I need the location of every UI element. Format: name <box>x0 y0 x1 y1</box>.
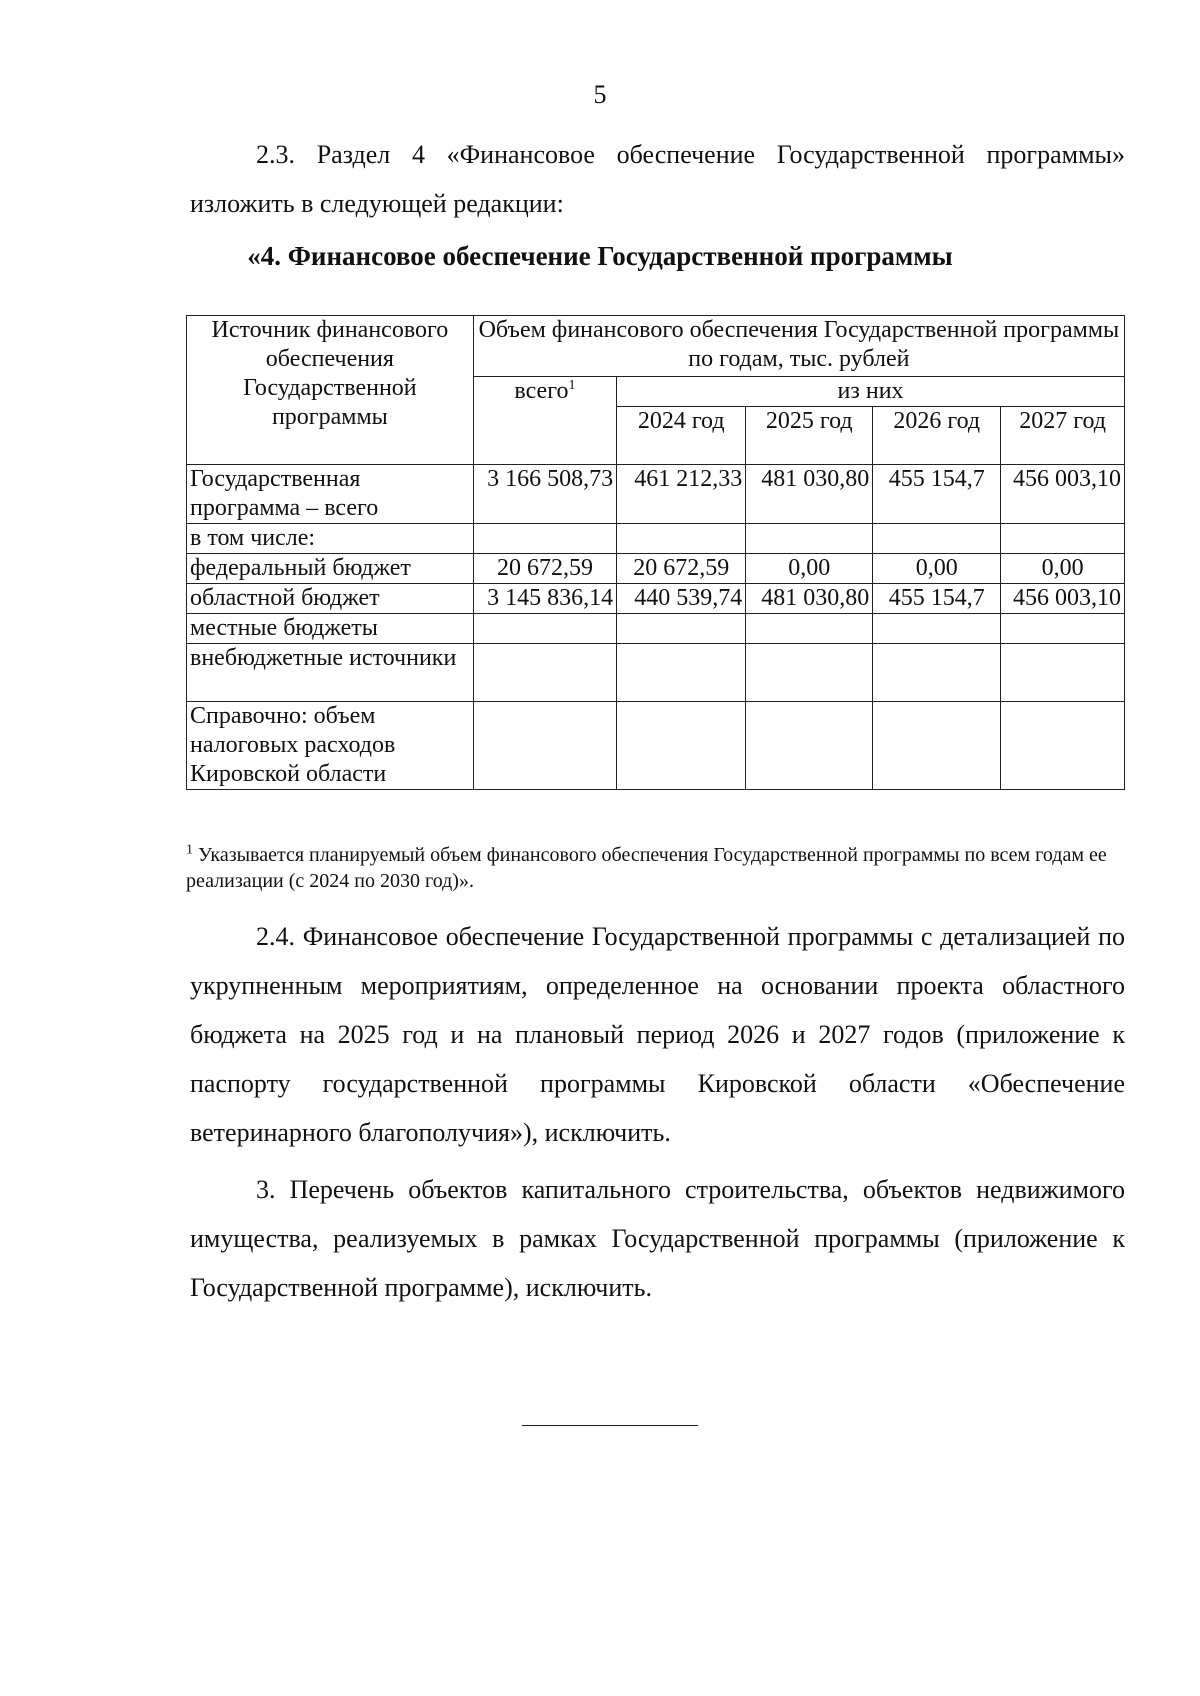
paragraph-2-3: 2.3. Раздел 4 «Финансовое обеспечение Государственной программы» изложить в следующей редакции: <box>190 140 1125 218</box>
cell-2026: 455 154,7 <box>873 465 1001 524</box>
cell-2025 <box>746 702 873 790</box>
cell-total: 20 672,59 <box>473 554 616 584</box>
paragraph-2-4: 2.4. Финансовое обеспечение Государственной программы с детализацией по укрупненным мероприятиям, определенное на основании проекта областного бюджета на 2025 год и на плановый период 2026 и 2027 годов (приложение к паспорту государственной программы Кировской области «Обеспечение ветеринарного благополучия»), исключить. <box>190 922 1125 1147</box>
header-total-label: всего <box>514 378 569 404</box>
header-year-2027: 2027 год <box>1001 407 1125 465</box>
table-row <box>187 524 1125 554</box>
cell-2026 <box>873 614 1001 644</box>
table-row <box>187 702 1125 790</box>
row-label: Государственная программа – всего <box>187 465 474 524</box>
financing-table <box>186 315 1125 790</box>
cell-2027 <box>1001 702 1125 790</box>
cell-2026 <box>873 644 1001 702</box>
cell-2026 <box>873 524 1001 554</box>
cell-2025: 481 030,80 <box>746 465 873 524</box>
cell-2027: 456 003,10 <box>1001 584 1125 614</box>
header-volume-cell: Объем финансового обеспечения Государственной программы по годам, тыс. рублей <box>473 316 1124 377</box>
cell-2026 <box>873 702 1001 790</box>
header-total-cell <box>473 377 616 465</box>
footnote <box>186 842 1125 894</box>
cell-2024: 461 212,33 <box>617 465 746 524</box>
header-year-2024: 2024 год <box>617 407 746 465</box>
footnote-reference: 1 <box>568 378 576 393</box>
table-row <box>187 554 1125 584</box>
table-row <box>187 614 1125 644</box>
cell-2027 <box>1001 614 1125 644</box>
row-label: федеральный бюджет <box>187 554 474 584</box>
cell-2024 <box>617 644 746 702</box>
row-label: Справочно: объем налоговых расходов Кировской области <box>187 702 474 790</box>
cell-2025 <box>746 644 873 702</box>
cell-2027 <box>1001 644 1125 702</box>
header-year-2026: 2026 год <box>873 407 1001 465</box>
section-title: «4. Финансовое обеспечение Государственной программы <box>247 241 953 271</box>
cell-2026: 455 154,7 <box>873 584 1001 614</box>
cell-2024 <box>617 614 746 644</box>
table-row <box>187 644 1125 702</box>
cell-2025 <box>746 524 873 554</box>
header-year-2025: 2025 год <box>746 407 873 465</box>
cell-total <box>473 644 616 702</box>
table-row <box>187 465 1125 524</box>
cell-total <box>473 614 616 644</box>
cell-2024 <box>617 702 746 790</box>
footnote-mark: 1 <box>186 842 193 858</box>
row-label: внебюджетные источники <box>187 644 474 702</box>
footnote-text: Указывается планируемый объем финансового обеспечения Государственной программы по всем годам ее реализации (с 2024 по 2030 год)». <box>186 844 1107 892</box>
cell-2025: 481 030,80 <box>746 584 873 614</box>
cell-total: 3 145 836,14 <box>473 584 616 614</box>
cell-total <box>473 524 616 554</box>
cell-2024 <box>617 524 746 554</box>
table-row <box>187 584 1125 614</box>
cell-2026: 0,00 <box>873 554 1001 584</box>
cell-2025 <box>746 614 873 644</box>
cell-total <box>473 702 616 790</box>
cell-2027: 0,00 <box>1001 554 1125 584</box>
cell-total: 3 166 508,73 <box>473 465 616 524</box>
cell-2027 <box>1001 524 1125 554</box>
end-divider-line <box>522 1425 698 1426</box>
row-label: областной бюджет <box>187 584 474 614</box>
paragraph-3: 3. Перечень объектов капитального строительства, объектов недвижимого имущества, реализуемых в рамках Государственной программы (приложение к Государственной программе), исключить. <box>190 1175 1125 1302</box>
cell-2027: 456 003,10 <box>1001 465 1125 524</box>
cell-2024: 20 672,59 <box>617 554 746 584</box>
page-number: 5 <box>593 80 607 109</box>
row-label: в том числе: <box>187 524 474 554</box>
cell-2025: 0,00 <box>746 554 873 584</box>
cell-2024: 440 539,74 <box>617 584 746 614</box>
header-of-them-cell: из них <box>617 377 1125 407</box>
row-label: местные бюджеты <box>187 614 474 644</box>
header-source-cell: Источник финансового обеспечения Государственной программы <box>187 316 474 465</box>
